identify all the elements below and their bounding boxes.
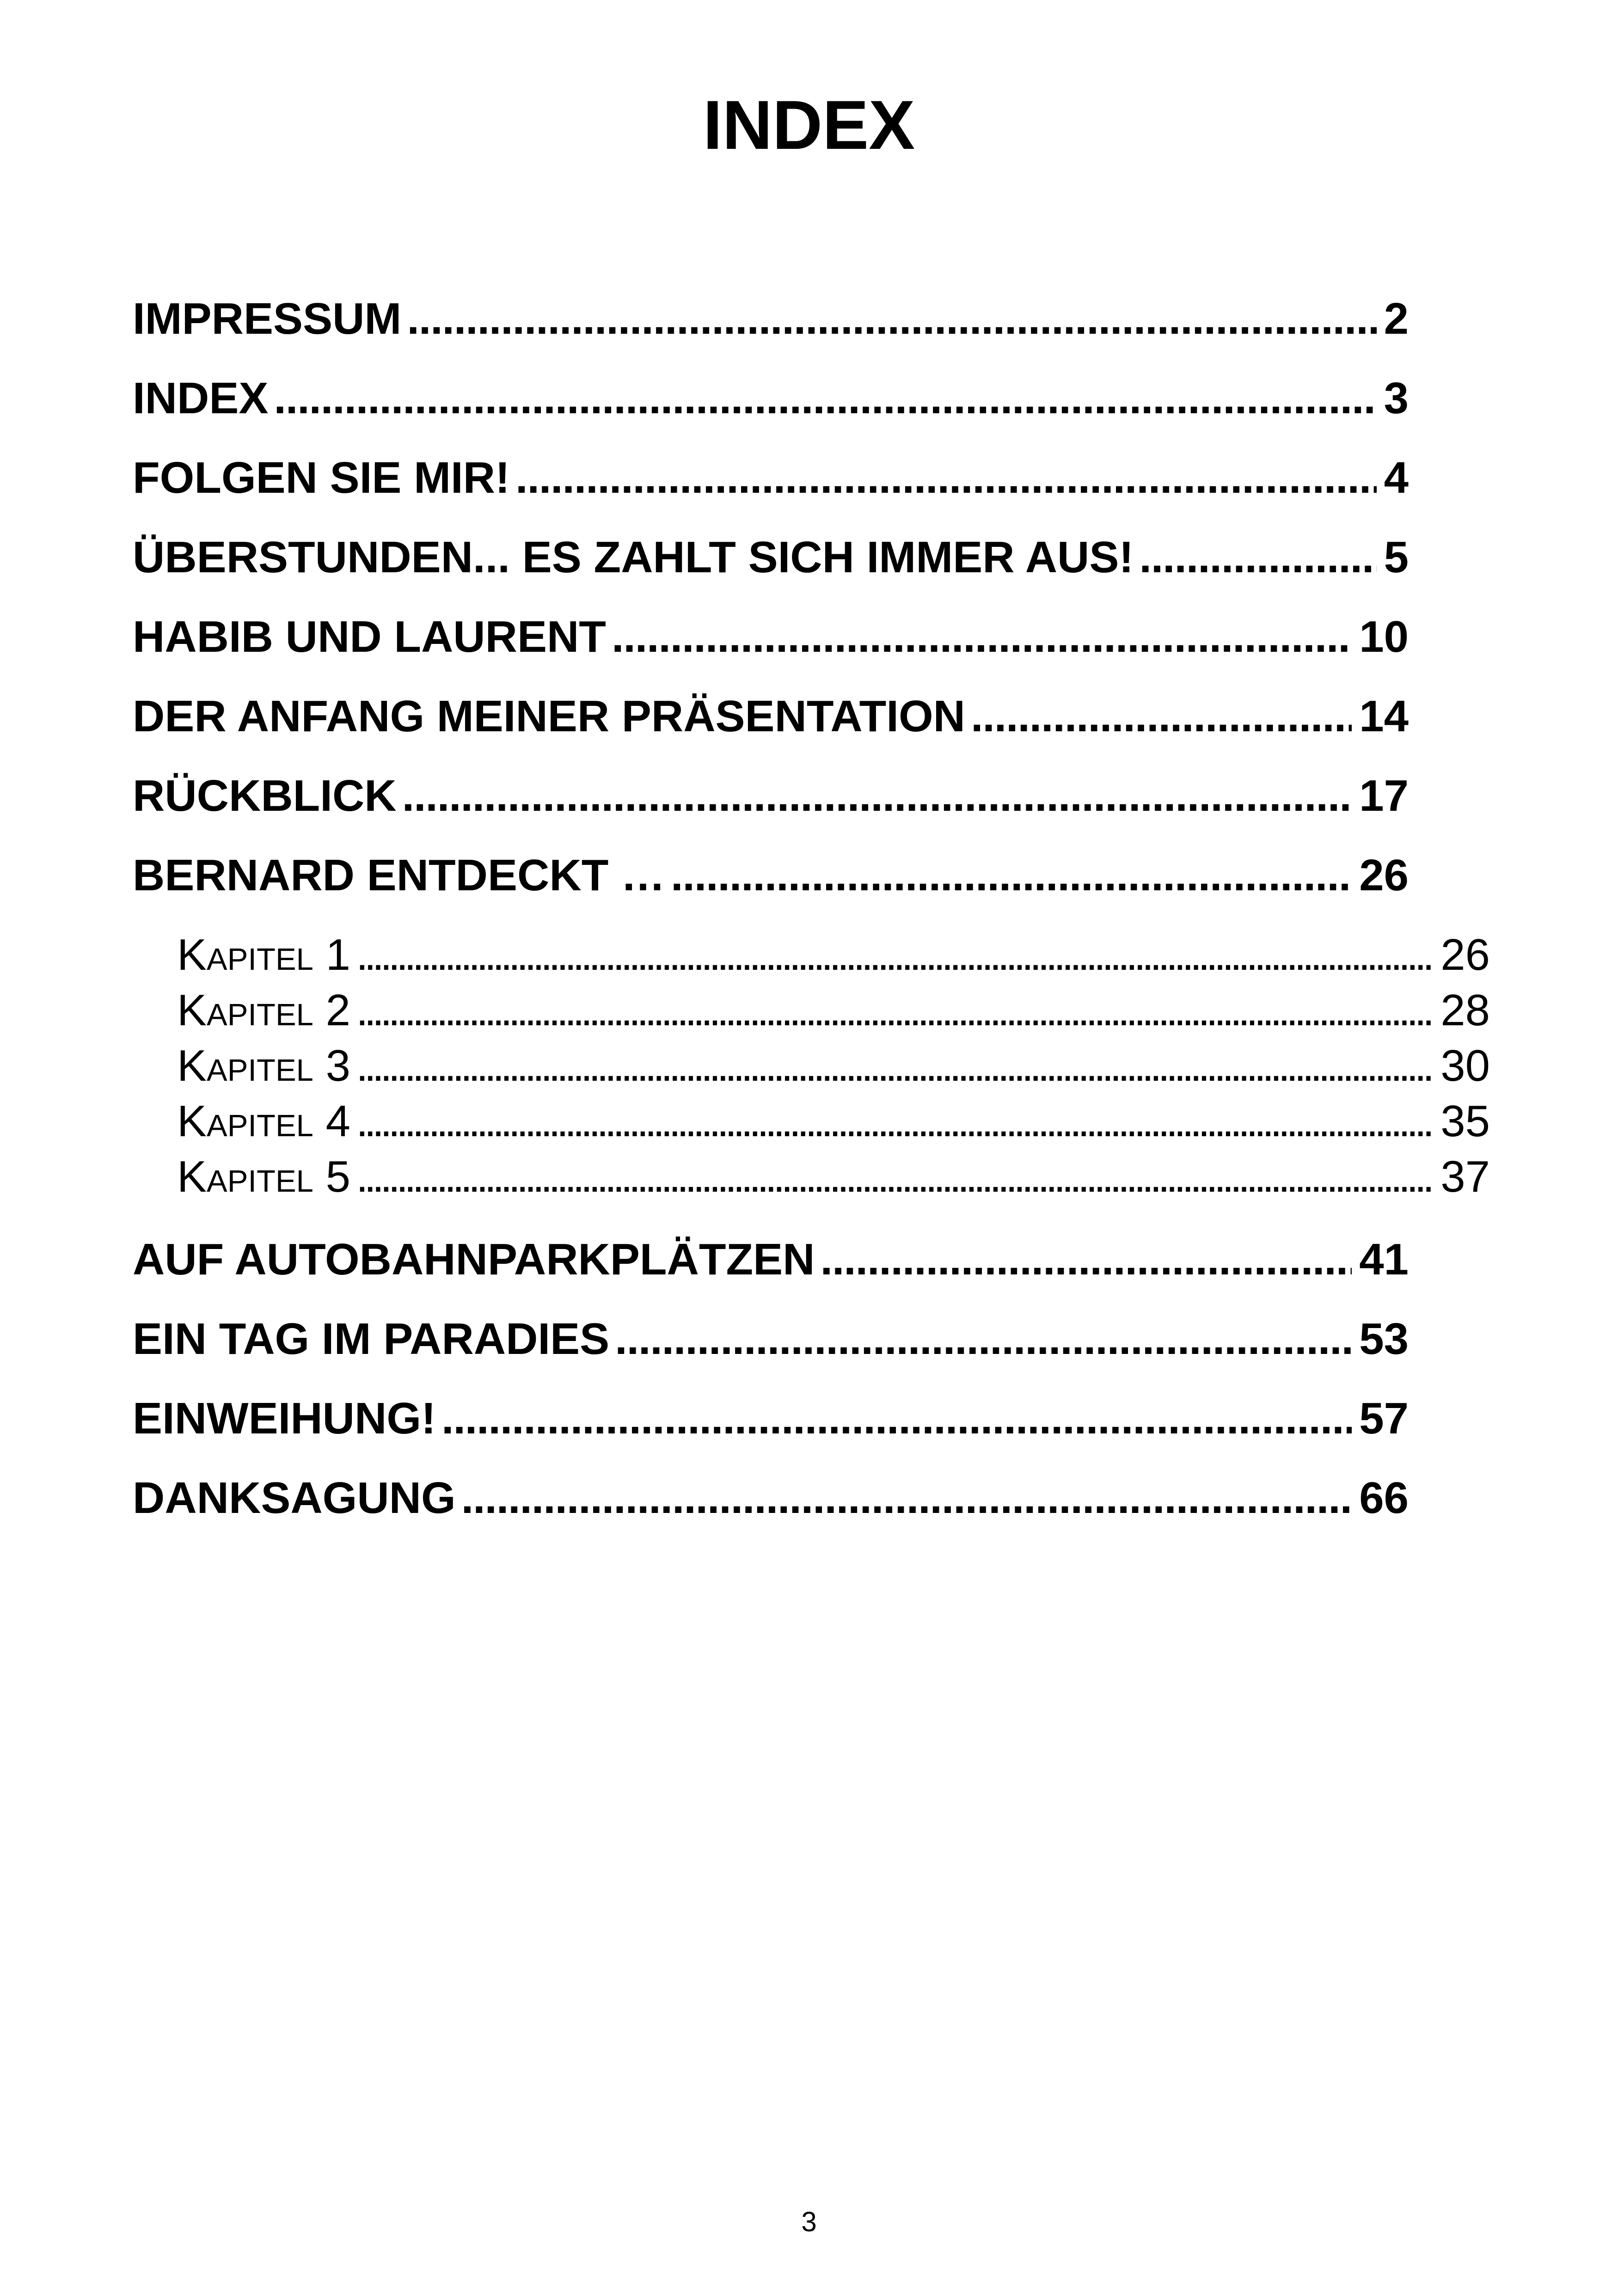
- toc-subentry-kapitel-1[interactable]: [177, 927, 1490, 983]
- toc-subentry-kapitel-4[interactable]: [177, 1094, 1490, 1149]
- toc-entry-label: EIN TAG IM PARADIES: [133, 1314, 610, 1364]
- toc-entry-page: 10: [1359, 612, 1409, 661]
- toc-subentry-kapitel-3[interactable]: [177, 1038, 1490, 1094]
- toc-entry-page: 2: [1384, 294, 1409, 343]
- toc-entry-label: IMPRESSUM: [133, 294, 402, 343]
- dot-leader: [615, 1309, 1352, 1369]
- dot-leader: [971, 686, 1352, 747]
- page-number: 3: [801, 2206, 817, 2237]
- toc-entry-ueberstunden[interactable]: [133, 527, 1409, 588]
- toc-entry-folgen-sie-mir[interactable]: [133, 448, 1409, 508]
- toc-entry-label: Kapitel 5: [177, 1152, 350, 1201]
- toc-entry-der-anfang[interactable]: [133, 686, 1409, 747]
- toc-subentry-kapitel-2[interactable]: [177, 983, 1490, 1038]
- toc-subentry-kapitel-5[interactable]: [177, 1149, 1490, 1205]
- toc-entry-label: FOLGEN SIE MIR!: [133, 453, 510, 502]
- toc-entry-page: 4: [1384, 453, 1409, 502]
- toc-entry-page: 30: [1440, 1041, 1490, 1090]
- dot-leader: [671, 845, 1352, 906]
- toc-entry-page: 41: [1359, 1235, 1409, 1284]
- dot-leader: [820, 1230, 1352, 1290]
- toc-entry-label: Kapitel 3: [177, 1041, 350, 1090]
- dot-leader: [356, 1094, 1433, 1149]
- toc-entry-label: Kapitel 4: [177, 1096, 350, 1146]
- toc-entry-label: INDEX: [133, 373, 269, 423]
- dot-leader: [356, 983, 1433, 1038]
- toc-entry-danksagung[interactable]: [133, 1468, 1409, 1528]
- toc-entry-index[interactable]: [133, 368, 1409, 429]
- toc-entry-page: 14: [1359, 692, 1409, 741]
- toc-entry-label: BERNARD ENTDECKT …: [133, 851, 665, 900]
- dot-leader: [1139, 527, 1376, 588]
- toc-entry-page: 37: [1440, 1152, 1490, 1201]
- dot-leader: [356, 1149, 1433, 1205]
- toc-entry-label: EINWEIHUNG!: [133, 1394, 436, 1443]
- dot-leader: [356, 1038, 1433, 1094]
- toc-entry-page: 53: [1359, 1314, 1409, 1364]
- toc-entry-page: 17: [1359, 771, 1409, 820]
- toc-entry-page: 28: [1440, 986, 1490, 1035]
- toc-entry-label: Kapitel 1: [177, 930, 350, 980]
- toc-entry-page: 26: [1359, 851, 1409, 900]
- toc-entry-auf-autobahnparkplaetzen[interactable]: [133, 1230, 1409, 1290]
- toc-entry-einweihung[interactable]: [133, 1389, 1409, 1449]
- toc-entry-label: ÜBERSTUNDEN... ES ZAHLT SICH IMMER AUS!: [133, 533, 1134, 582]
- dot-leader: [407, 289, 1376, 349]
- toc-entry-page: 66: [1359, 1473, 1409, 1523]
- dot-leader: [612, 607, 1352, 667]
- toc-entry-label: DER ANFANG MEINER PRÄSENTATION: [133, 692, 965, 741]
- dot-leader: [274, 368, 1376, 429]
- toc-entry-label: HABIB UND LAURENT: [133, 612, 606, 661]
- toc-entry-rueckblick[interactable]: [133, 766, 1409, 826]
- dot-leader: [402, 766, 1352, 826]
- toc-entry-label: AUF AUTOBAHNPARKPLÄTZEN: [133, 1235, 815, 1284]
- toc-entry-page: 35: [1440, 1096, 1490, 1146]
- toc-entry-label: Kapitel 2: [177, 986, 350, 1035]
- toc-entry-label: RÜCKBLICK: [133, 771, 397, 820]
- toc-entry-label: DANKSAGUNG: [133, 1473, 456, 1523]
- toc-entry-ein-tag-im-paradies[interactable]: [133, 1309, 1409, 1369]
- toc-entry-page: 26: [1440, 930, 1490, 980]
- toc-entry-bernard-entdeckt[interactable]: [133, 845, 1409, 906]
- toc-entry-impressum[interactable]: [133, 289, 1409, 349]
- toc-entry-habib-und-laurent[interactable]: [133, 607, 1409, 667]
- toc-entry-page: 57: [1359, 1394, 1409, 1443]
- dot-leader: [515, 448, 1377, 508]
- dot-leader: [461, 1468, 1352, 1528]
- page-title: INDEX: [703, 86, 915, 164]
- dot-leader: [356, 927, 1433, 983]
- toc-entry-page: 3: [1384, 373, 1409, 423]
- dot-leader: [441, 1389, 1352, 1449]
- toc-entry-page: 5: [1384, 533, 1409, 582]
